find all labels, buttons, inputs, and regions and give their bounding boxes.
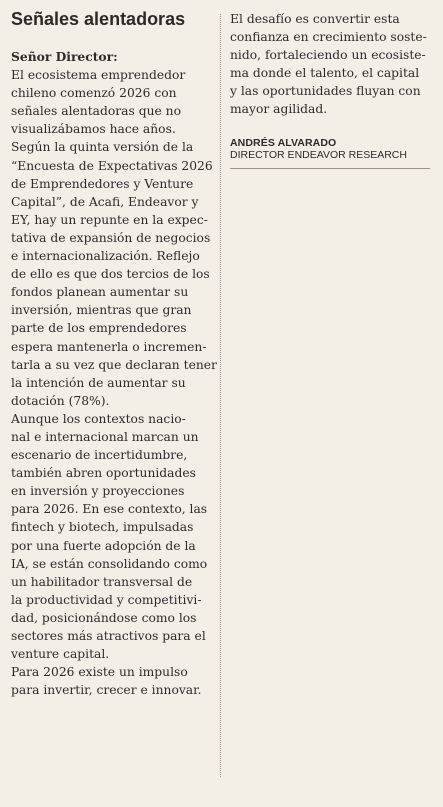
author-role: DIRECTOR ENDEAVOR RESEARCH: [230, 148, 407, 161]
text-line: confianza en crecimiento soste-: [230, 30, 427, 45]
text-line: El ecosistema emprendedor: [11, 68, 186, 83]
text-line: visualizábamos hace años.: [11, 122, 176, 137]
paragraph-4: [230, 10, 432, 119]
text-line: en inversión y proyecciones: [11, 484, 185, 499]
text-line: nal e internacional marcan un: [11, 429, 199, 444]
text-line: por una fuerte adopción de la: [11, 538, 196, 553]
text-line: también abren oportunidades: [11, 466, 196, 481]
text-line: Capital”, de Acafi, Endeavor y: [11, 194, 199, 209]
signature-rule: [230, 168, 430, 169]
text-line: IA, se están consolidando como: [11, 556, 208, 571]
headline: Señales alentadoras: [11, 9, 186, 29]
text-line: dad, posicionándose como los: [11, 610, 197, 625]
paragraph-1: [11, 66, 216, 410]
text-line: fintech y biotech, impulsadas: [11, 520, 194, 535]
text-line: para 2026. En ese contexto, las: [11, 502, 208, 517]
text-line: fondos planean aumentar su: [11, 285, 189, 300]
text-line: mayor agilidad.: [230, 102, 328, 117]
text-line: y las oportunidades fluyan con: [230, 84, 421, 99]
text-line: “Encuesta de Expectativas 2026: [11, 158, 213, 173]
text-line: la intención de aumentar su: [11, 375, 186, 390]
text-line: de ello es que dos tercios de los: [11, 267, 210, 282]
text-line: nido, fortaleciendo un ecosiste-: [230, 48, 426, 63]
text-line: dotación (78%).: [11, 393, 110, 408]
text-line: EY, hay un repunte en la expec-: [11, 212, 208, 227]
paragraph-3: [11, 663, 216, 699]
text-line: Aunque los contextos nacio-: [11, 411, 186, 426]
text-line: escenario de incertidumbre,: [11, 448, 188, 463]
text-line: venture capital.: [11, 647, 110, 662]
text-line: inversión, mientras que gran: [11, 303, 192, 318]
text-line: e internacionalización. Reflejo: [11, 249, 200, 264]
text-line: tarla a su vez que declaran tener: [11, 357, 217, 372]
column-divider: [220, 14, 221, 777]
author-name: ANDRÉS ALVARADO: [230, 136, 337, 149]
text-line: la productividad y competitivi-: [11, 592, 202, 607]
text-line: El desafío es convertir esta: [230, 12, 400, 26]
right-column: [230, 10, 432, 169]
text-line: espera mantenerla o incremen-: [11, 339, 207, 354]
text-line: tativa de expansión de negocios: [11, 230, 211, 245]
text-line: para invertir, crecer e innovar.: [11, 683, 202, 698]
text-line: un habilitador transversal de: [11, 574, 193, 589]
paragraph-2: [11, 410, 216, 663]
text-line: chileno comenzó 2026 con: [11, 86, 177, 101]
text-line: señales alentadoras que no: [11, 104, 182, 119]
text-line: Según la quinta versión de la: [11, 140, 194, 155]
text-line: sectores más atractivos para el: [11, 629, 206, 643]
text-line: Para 2026 existe un impulso: [11, 665, 188, 680]
left-column: [11, 8, 216, 699]
salutation: Señor Director:: [11, 49, 118, 64]
text-line: de Emprendedores y Venture: [11, 176, 194, 191]
text-line: ma donde el talento, el capital: [230, 66, 420, 81]
text-line: parte de los emprendedores: [11, 321, 187, 336]
